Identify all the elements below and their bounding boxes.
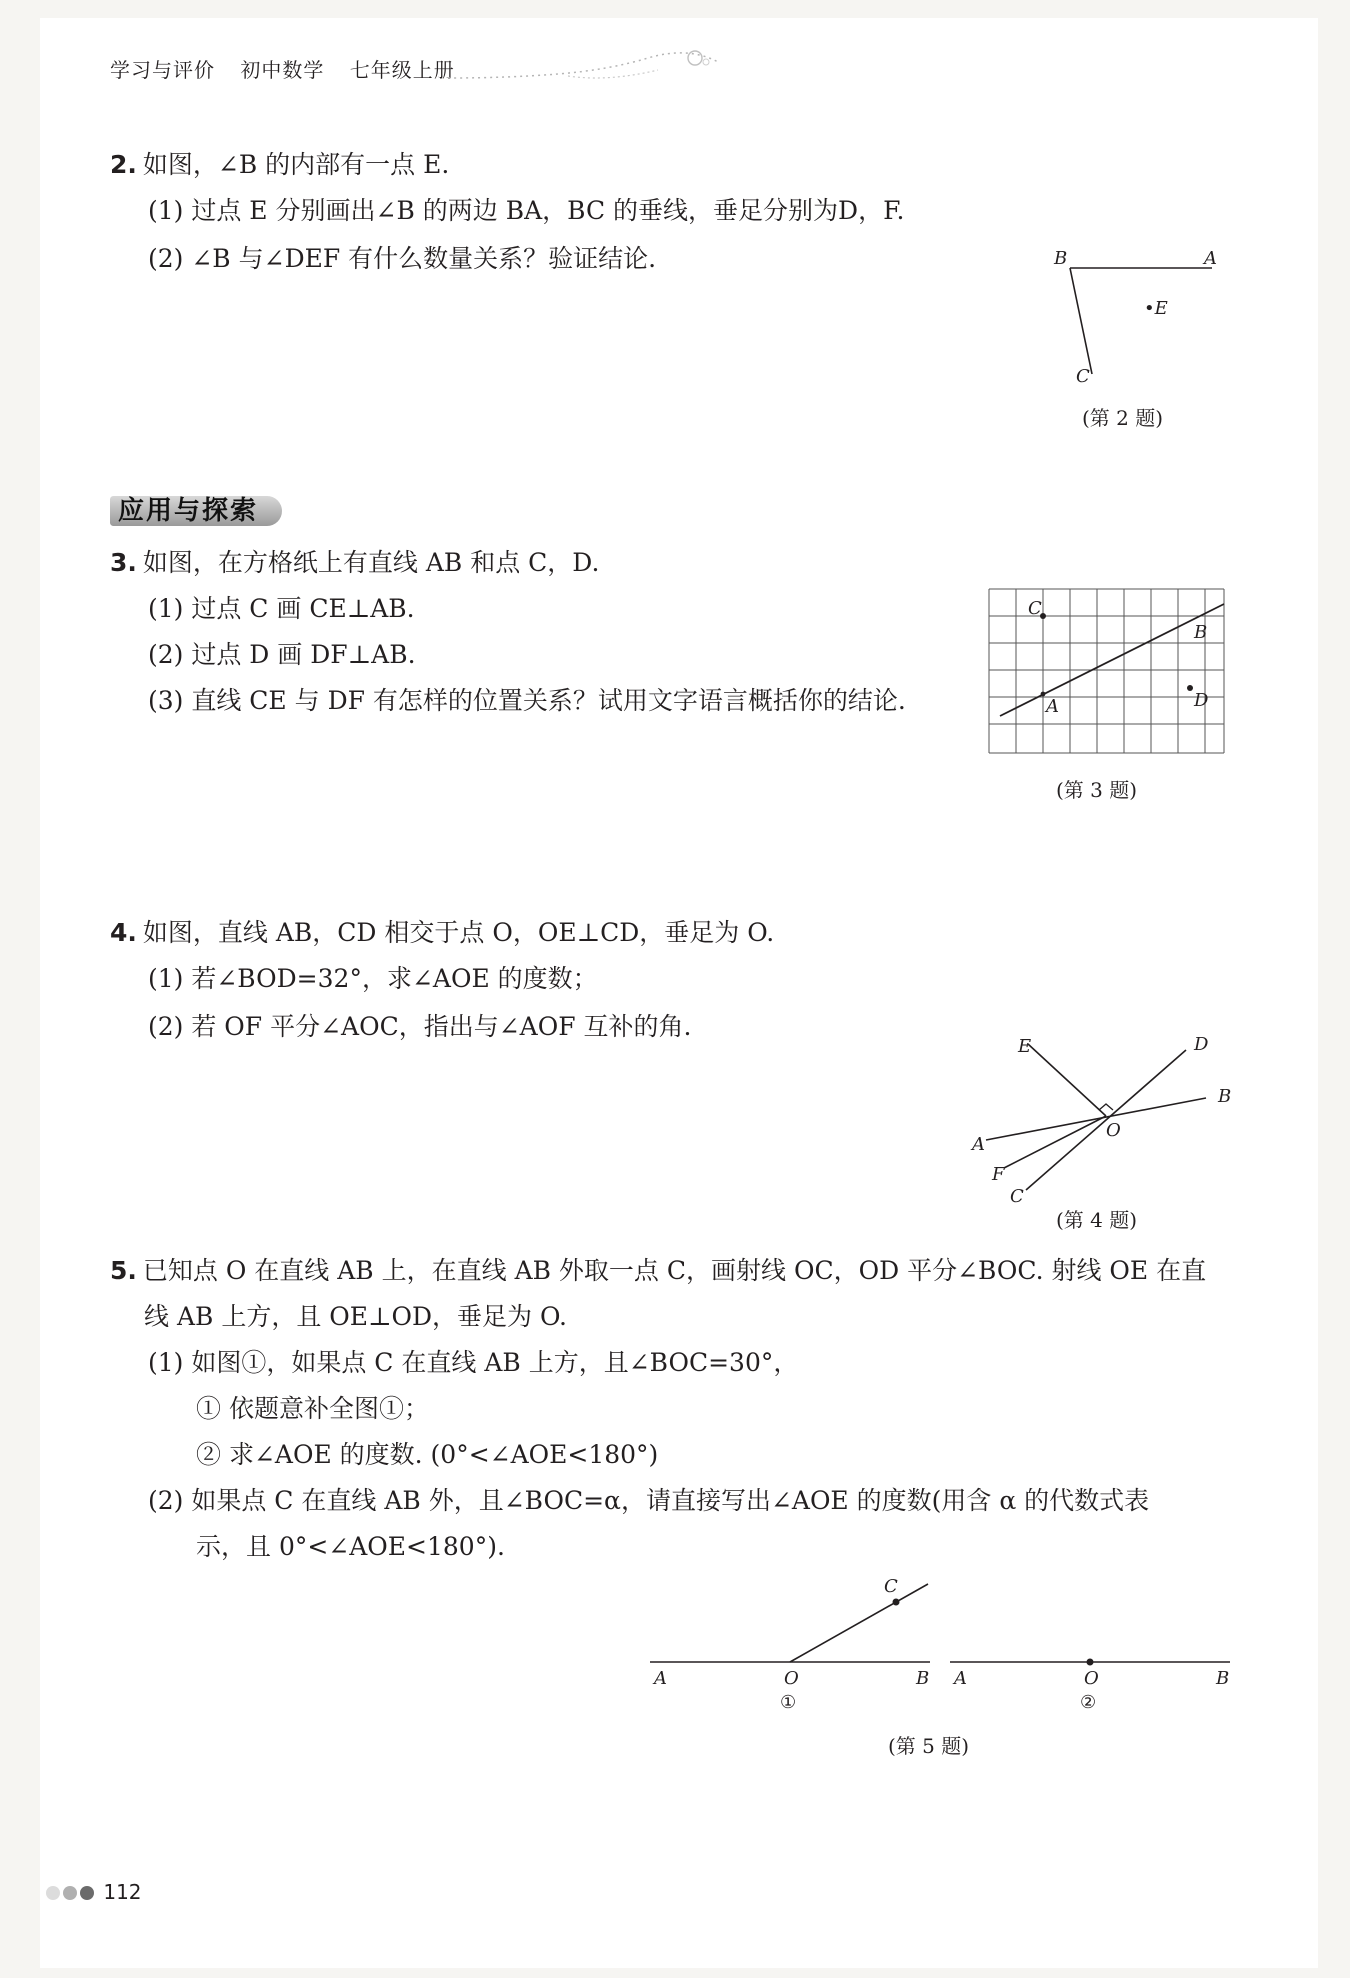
footer-dot — [80, 1886, 94, 1900]
fig5-1-label-O: O — [784, 1668, 799, 1689]
question-4-part1: (1) 若∠BOD=32°，求∠AOE 的度数； — [148, 964, 598, 993]
question-4-text: 如图，直线 AB，CD 相交于点 O，OE⊥CD，垂足为 O. — [142, 918, 775, 947]
question-3-number: 3. — [110, 548, 137, 577]
question-2-part1: (1) 过点 E 分别画出∠B 的两边 BA，BC 的垂线，垂足分别为D，F. — [148, 196, 905, 225]
fig3-label-A: A — [1046, 696, 1059, 717]
header-subject: 初中数学 — [240, 58, 325, 82]
fig5-1-label-B: B — [916, 1668, 930, 1689]
figure-q2 — [1040, 244, 1240, 384]
question-4-number: 4. — [110, 918, 137, 947]
fig2-label-C: C — [1076, 366, 1090, 384]
question-5-part1a: ① 依题意补全图①； — [196, 1394, 429, 1423]
fig3-label-B: B — [1194, 622, 1208, 643]
header-decoration — [448, 48, 728, 84]
page-number: 112 — [103, 1880, 142, 1904]
fig5-1-label-C: C — [884, 1576, 898, 1597]
footer-dot — [46, 1886, 60, 1900]
question-2-part2: (2) ∠B 与∠DEF 有什么数量关系？验证结论. — [148, 244, 657, 273]
question-4-part2: (2) 若 OF 平分∠AOC，指出与∠AOF 互补的角. — [148, 1012, 692, 1041]
question-5-number: 5. — [110, 1256, 137, 1285]
figure-q3-grid — [988, 588, 1228, 758]
question-2-number: 2. — [110, 150, 137, 179]
question-4-stem — [110, 910, 774, 956]
question-3-part3: (3) 直线 CE 与 DF 有怎样的位置关系？试用文字语言概括你的结论. — [148, 686, 906, 715]
fig4-label-F: F — [992, 1164, 1005, 1185]
fig3-label-D: D — [1194, 690, 1209, 711]
question-5-stem-line2: 线 AB 上方，且 OE⊥OD，垂足为 O. — [144, 1302, 567, 1331]
figure-q5-2 — [950, 1659, 1230, 1714]
caption-q4: (第 4 题) — [1056, 1208, 1138, 1232]
fig4-label-O: O — [1106, 1120, 1121, 1141]
question-5-part2-line1: (2) 如果点 C 在直线 AB 外，且∠BOC=α，请直接写出∠AOE 的度数(用含 α 的代数式表 — [148, 1486, 1150, 1515]
fig4-label-A: A — [972, 1134, 985, 1155]
fig4-label-B: B — [1218, 1086, 1232, 1107]
question-5-part2-line2: 示，且 0°<∠AOE<180°). — [196, 1532, 505, 1561]
fig3-label-C: C — [1028, 598, 1042, 619]
question-3-part1: (1) 过点 C 画 CE⊥AB. — [148, 594, 415, 623]
figure-q5 — [640, 1574, 1260, 1714]
fig5-1-number: ① — [780, 1692, 797, 1713]
fig2-point-E: •E — [1144, 298, 1168, 319]
running-header — [110, 54, 473, 83]
figure-q4 — [966, 1030, 1246, 1210]
question-5-text1: 已知点 O 在直线 AB 上，在直线 AB 外取一点 C，画射线 OC，OD 平分∠BOC. 射线 OE 在直 — [142, 1256, 1207, 1285]
fig5-2-label-O: O — [1084, 1668, 1099, 1689]
fig2-label-B: B — [1054, 248, 1068, 269]
figure-q5-1 — [650, 1576, 930, 1713]
caption-q5: (第 5 题) — [888, 1734, 970, 1758]
question-5-part1: (1) 如图①，如果点 C 在直线 AB 上方，且∠BOC=30°， — [148, 1348, 799, 1377]
section-title-text: 应用与探索 — [118, 496, 259, 526]
section-title — [110, 488, 290, 528]
header-grade: 七年级上册 — [349, 58, 455, 82]
page-footer — [46, 1880, 142, 1904]
caption-q3: (第 3 题) — [1056, 778, 1138, 802]
fig4-label-E: E — [1018, 1036, 1032, 1057]
caption-q2: (第 2 题) — [1082, 406, 1164, 430]
fig2-label-A: A — [1204, 248, 1217, 269]
fig4-label-D: D — [1194, 1034, 1209, 1055]
question-2-text: 如图，∠B 的内部有一点 E. — [142, 150, 450, 179]
fig5-2-number: ② — [1080, 1692, 1097, 1713]
fig5-2-label-B: B — [1216, 1668, 1230, 1689]
question-2-stem — [110, 142, 449, 188]
fig5-1-label-A: A — [654, 1668, 667, 1689]
question-5-stem-line1 — [110, 1248, 1206, 1294]
question-5-part1b: ② 求∠AOE 的度数. (0°<∠AOE<180°) — [196, 1440, 659, 1469]
header-book: 学习与评价 — [110, 58, 215, 82]
fig4-label-C: C — [1010, 1186, 1024, 1207]
question-3-text: 如图，在方格纸上有直线 AB 和点 C，D. — [142, 548, 600, 577]
fig5-2-label-A: A — [954, 1668, 967, 1689]
question-3-part2: (2) 过点 D 画 DF⊥AB. — [148, 640, 416, 669]
footer-dot — [63, 1886, 77, 1900]
question-3-stem — [110, 540, 599, 586]
